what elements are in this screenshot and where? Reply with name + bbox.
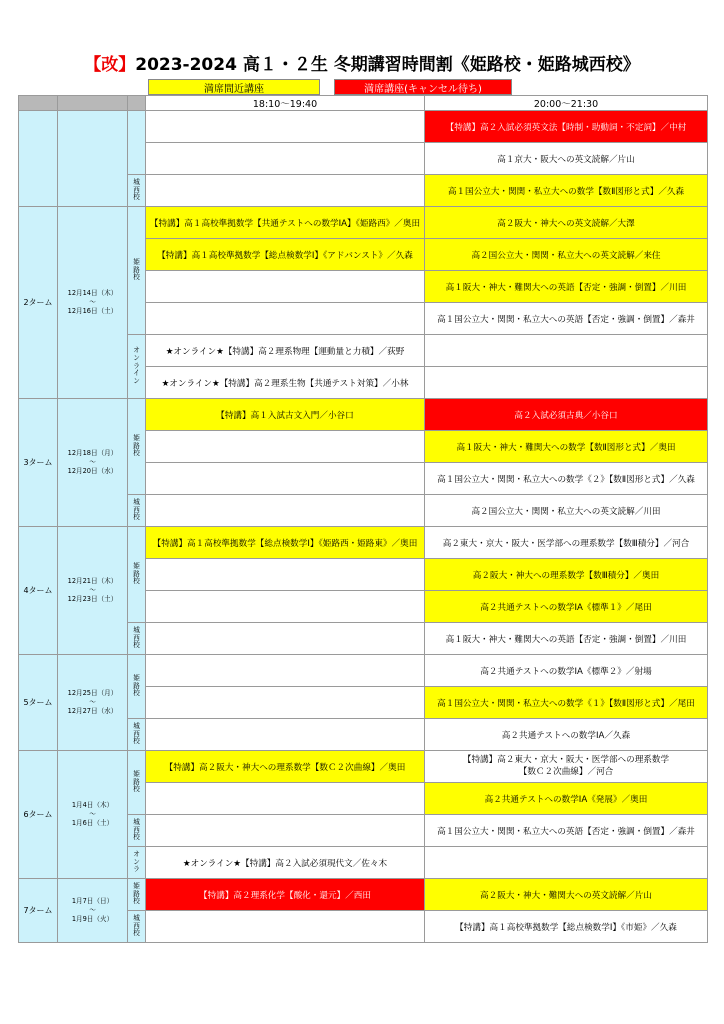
slot2-course: 高２阪大・神大への英文読解／大澤 [425,207,708,239]
slot1-course [146,783,425,815]
title-text: 2023-2024 高１・２生 冬期講習時間割《姫路校・姫路城西校》 [135,55,640,75]
schedule-row [19,751,708,783]
campus-label: 城 西 校 [128,815,146,847]
legend-near-full: 満席間近講座 [148,79,320,95]
term-name: 3ターム [19,399,58,527]
slot1-course [146,559,425,591]
slot2-course: 高２共通テストへの数学ⅠA《標準１》／尾田 [425,591,708,623]
term-name: 7ターム [19,879,58,943]
campus-label: 姫 路 校 [128,751,146,815]
slot2-course: 高１国公立大・関関・私立大への英語【否定・強調・倒置】／森井 [425,303,708,335]
schedule-row [19,655,708,687]
slot1-course [146,911,425,943]
slot2-course: 高１阪大・神大・難関大への英語【否定・強調・倒置】／川田 [425,623,708,655]
slot2-course [425,847,708,879]
term-dates: 12月21日（木） ～ 12月23日（土） [58,527,128,655]
campus-label: 城 西 校 [128,495,146,527]
campus-label: 城 西 校 [128,719,146,751]
term-dates: 12月18日（月） ～ 12月20日（水） [58,399,128,527]
campus-label: 姫 路 校 [128,879,146,911]
header-campus-cell [128,96,146,111]
term-name: 2ターム [19,207,58,399]
slot1-course [146,655,425,687]
slot2-course: 【特講】高２東大・京大・阪大・医学部への理系数学 【数Ｃ２次曲線】／河合 [425,751,708,783]
campus-label: 城 西 校 [128,623,146,655]
slot1-course [146,495,425,527]
slot1-course [146,687,425,719]
header-row [19,96,708,111]
term-dates: 12月25日（月） ～ 12月27日（水） [58,655,128,751]
slot2-course: 高１阪大・神大・難関大への英語【否定・強調・倒置】／川田 [425,271,708,303]
slot1-course [146,815,425,847]
schedule-row [19,527,708,559]
header-dates-cell [58,96,128,111]
campus-label: オ ン ラ [128,847,146,879]
slot1-course [146,303,425,335]
campus-label: 城 西 校 [128,175,146,207]
slot2-course: 高１京大・阪大への英文読解／片山 [425,143,708,175]
slot1-course: ★オンライン★【特講】高２理系物理【運動量と力積】／荻野 [146,335,425,367]
slot1-course [146,623,425,655]
slot2-course: 高１国公立大・関関・私立大への数学《２》【数Ⅱ図形と式】／久森 [425,463,708,495]
slot1-course [146,143,425,175]
slot2-course: 高１国公立大・関関・私立大への英語【否定・強調・倒置】／森井 [425,815,708,847]
revised-mark: 【改】 [84,55,136,75]
slot1-course: 【特講】高１高校準拠数学【総点検数学Ⅰ】《姫路西・姫路東》／奥田 [146,527,425,559]
campus-label: オ ン ラ イ ン [128,335,146,399]
slot2-course: 高２共通テストへの数学ⅠA／久森 [425,719,708,751]
slot2-course: 高２国公立大・関関・私立大への英文読解／川田 [425,495,708,527]
slot1-course [146,175,425,207]
slot1-course [146,271,425,303]
slot2-course: 【特講】高２入試必須英文法【時制・助動詞・不定詞】／中村 [425,111,708,143]
schedule-row [19,111,708,143]
legend-full: 満席講座(キャンセル待ち) [334,79,512,95]
slot2-course: 高２共通テストへの数学ⅠA《発展》／奥田 [425,783,708,815]
slot1-course: 【特講】高１入試古文入門／小谷口 [146,399,425,431]
slot1-course [146,719,425,751]
campus-label: 城 西 校 [128,911,146,943]
term-dates: 12月14日（木） ～ 12月16日（土） [58,207,128,399]
term-name [19,111,58,207]
slot2-course: 高２東大・京大・阪大・医学部への理系数学【数Ⅲ積分】／河合 [425,527,708,559]
header-term-cell [19,96,58,111]
campus-label [128,111,146,175]
slot1-course [146,431,425,463]
slot1-course [146,111,425,143]
term-dates [58,111,128,207]
campus-label: 姫 路 校 [128,399,146,495]
slot2-course: 【特講】高１高校準拠数学【総点検数学Ⅰ】《市姫》／久森 [425,911,708,943]
term-name: 5ターム [19,655,58,751]
campus-label: 姫 路 校 [128,207,146,335]
slot1-course: 【特講】高１高校準拠数学【共通テストへの数学ⅠA】《姫路西》／奥田 [146,207,425,239]
page-title [0,50,724,75]
slot1-course: 【特講】高１高校準拠数学【総点検数学Ⅰ】《アドバンスト》／久森 [146,239,425,271]
schedule-row [19,399,708,431]
header-slot2: 20:00～21:30 [425,96,708,111]
slot2-course: 高２入試必須古典／小谷口 [425,399,708,431]
term-dates: 1月4日（木） ～ 1月6日（土） [58,751,128,879]
term-name: 6ターム [19,751,58,879]
slot2-course: 高２国公立大・関関・私立大への英文読解／来住 [425,239,708,271]
schedule-row [19,207,708,239]
slot1-course: ★オンライン★【特講】高２入試必須現代文／佐々木 [146,847,425,879]
slot2-course: 高２阪大・神大・難関大への英文読解／片山 [425,879,708,911]
slot2-course [425,367,708,399]
term-dates: 1月7日（日） ～ 1月9日（火） [58,879,128,943]
slot2-course [425,335,708,367]
term-name: 4ターム [19,527,58,655]
campus-label: 姫 路 校 [128,527,146,623]
slot1-course: 【特講】高２阪大・神大への理系数学【数Ｃ２次曲線】／奥田 [146,751,425,783]
schedule-table [18,95,708,943]
slot1-course: ★オンライン★【特講】高２理系生物【共通テスト対策】／小林 [146,367,425,399]
slot1-course [146,463,425,495]
slot2-course: 高１国公立大・関関・私立大への数学【数Ⅱ図形と式】／久森 [425,175,708,207]
slot2-course: 高１国公立大・関関・私立大への数学《１》【数Ⅱ図形と式】／尾田 [425,687,708,719]
header-slot1: 18:10～19:40 [146,96,425,111]
schedule-row [19,879,708,911]
campus-label: 姫 路 校 [128,655,146,719]
slot1-course: 【特講】高２理系化学【酸化・還元】／西田 [146,879,425,911]
slot2-course: 高２共通テストへの数学ⅠA《標準２》／射場 [425,655,708,687]
slot1-course [146,591,425,623]
slot2-course: 高１阪大・神大・難関大への数学【数Ⅱ図形と式】／奥田 [425,431,708,463]
slot2-course: 高２阪大・神大への理系数学【数Ⅲ積分】／奥田 [425,559,708,591]
